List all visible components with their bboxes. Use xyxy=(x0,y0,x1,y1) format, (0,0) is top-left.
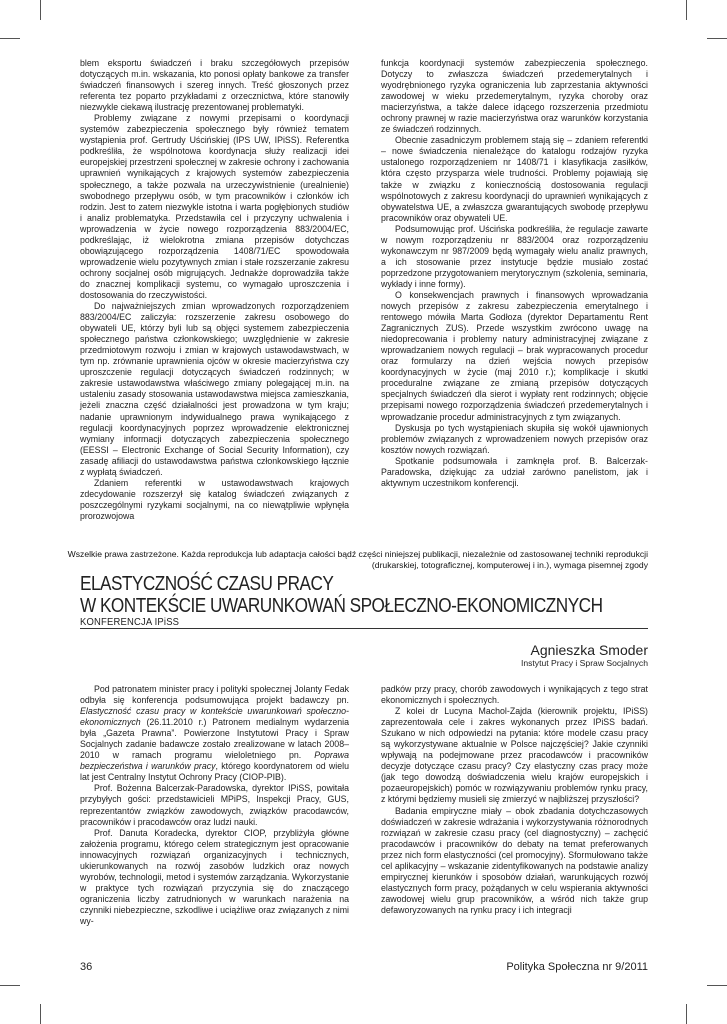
crop-mark xyxy=(0,38,20,39)
text-run: , którego koordynatorem od wielu lat jest Centralny Instytut Ochrony Pracy (CIOP-PIB). xyxy=(80,761,349,783)
article-title xyxy=(80,573,603,617)
paragraph: blem eksportu świadczeń i braku szczegółowych przepisów dotyczących m.in. wskazania, kto ponosi opłaty bankowe za transfer świadczeń finansowych i szereg innych. Treść głoszonych przez referenta tez poparto przykładami z orzecznictwa, które stanowiły niezwykle ciekawą ilustrację prezentowanej problematyki. xyxy=(80,58,349,113)
crop-mark xyxy=(40,1004,41,1024)
paragraph: Dyskusja po tych wystąpieniach skupiła się wokół ujawnionych problemów związanych z wprowadzeniem nowych przepisów oraz kosztów nowych rozwiązań. xyxy=(381,422,648,455)
paragraph: O konsekwencjach prawnych i finansowych wprowadzania nowych przepisów z zakresu zabezpieczenia emerytalnego i rentowego mówiła Marta Godłoza (dyrektor Departamentu Rent Zagranicznych ZUS). Przede wszystkim zwrócono uwagę na niedoprecowania i problemy natury administracyjnej związane z wprowadzaniem nowych regulacji – brak wypracowanych procedur oraz formularzy na dzień wejścia nowych przepisów koordynacyjnych w życie (maj 2010 r.); komplikacje i skutki proceduralne związane ze zmianą przepisów dotyczących specjalnych świadczeń dla sierot i wypłaty rent rodzinnych; objęcie przepisami nowego rozporządzenia świadczeń przedemerytalnych i wprowadzanie procedur administracyjnych z tym związanych. xyxy=(381,289,648,422)
paragraph: Spotkanie podsumowała i zamknęła prof. B. Balcerzak-Paradowska, dziękując za udział zarówno panelistom, jak i aktywnym uczestnikom konferencji. xyxy=(381,455,648,488)
article-subtitle: KONFERENCJA IPiSS xyxy=(80,616,180,628)
paragraph: Obecnie zasadniczym problemem stają się – zdaniem referentki – nowe świadczenia nienależące do katalogu rodzajów ryzyka ustalonego rozporządzeniem nr 1408/71 i klasyfikacja zasiłków, która często przysparza wiele trudności. Problemy pojawiają się także w związku z koniecznością dostosowania regulacji wspólnotowych z zakresu koordynacji do uprawnień wynikających z obywatelstwa UE, a zwłaszcza gwarantujących swobodę przepływu pracowników oraz obywateli UE. xyxy=(381,135,648,223)
previous-article-column-left xyxy=(80,58,349,522)
crop-mark xyxy=(686,0,687,20)
paragraph: padków przy pracy, chorób zawodowych i wynikających z tego strat ekonomicznych i społecznych. xyxy=(381,684,648,706)
article-column-left xyxy=(80,684,349,927)
paragraph: Zdaniem referentki w ustawodawstwach krajowych zdecydowanie rozszerzył się katalog świadczeń związanych z poszczególnymi ryzykami socjalnymi, na co niewątpliwie wpłynęła prorozwojowa xyxy=(80,477,349,521)
author-affiliation: Instytut Pracy i Spraw Socjalnych xyxy=(520,658,648,668)
paragraph xyxy=(80,684,349,783)
project-title: Elastyczność czasu pracy w kontekście uwarunkowań społeczno-ekonomicznych xyxy=(80,706,349,728)
paragraph: funkcja koordynacji systemów zabezpieczenia społecznego. Dotyczy to zwłaszcza świadczeń przedemerytalnych i wyodrębnionego ryzyka ograniczenia lub zaprzestania aktywności zawodowej w wieku przedemerytalnym, ryzyka choroby oraz macierzyństwa, a także dalece idącego rozszerzenia przedmiotu ochrony prawnej w razie macierzyństwa oraz warunków korzystania ze świadczeń rodzinnych. xyxy=(381,58,648,135)
paragraph: Z kolei dr Lucyna Machol-Zajda (kierownik projektu, IPiSS) zaprezentowała cele i zakres wykonanych przez IPiSS badań. Szukano w nich odpowiedzi na pytania: które modele czasu pracy są wykorzystywane aktualnie w Polsce najczęściej? Jakie czynniki wpływają na podejmowane przez pracodawców i pracowników decyzje dotyczące czasu pracy? Czy elastyczny czas pracy może (jak tego dowodzą doświadczenia wielu krajów europejskich i pozaeuropejskich) pomóc w rozwiązywaniu problemów rynku pracy, z którymi będziemy musieli się zmierzyć w najbliższej przyszłości? xyxy=(381,706,648,805)
author-name: Agnieszka Smoder xyxy=(530,642,648,658)
text-run: (26.11.2010 r.) Patronem medialnym wydarzenia była „Gazeta Prawna”. Powierzone Instytutowi Pracy i Spraw Socjalnych zadanie badawcze zostało zrealizowane w latach 2008–2010 w ramach programu wieloletniego pn. xyxy=(80,717,349,761)
title-divider xyxy=(80,628,648,629)
text-run: Pod patronatem minister pracy i polityki społecznej Jolanty Fedak odbyła się konferencja podsumowująca projekt badawczy pn. xyxy=(80,684,349,706)
previous-article-column-right xyxy=(381,58,648,489)
paragraph: Prof. Danuta Koradecka, dyrektor CIOP, przybliżyła główne założenia programu, którego celem strategicznym jest opracowanie innowacyjnych rozwiązań organizacyjnych i technicznych, ukierunkowanych na rozwój zasobów ludzkich oraz nowych wyrobów, technologii, metod i systemów zarządzania. Wykorzystanie w praktyce tych rozwiązań przyczynia się do znaczącego ograniczenia liczby zatrudnionych w warunkach narażenia na czynniki niebezpieczne, szkodliwe i uciążliwe oraz związanych z nimi wy- xyxy=(80,827,349,926)
article-title-line-2: W KONTEKŚCIE UWARUNKOWAŃ SPOŁECZNO-EKONOMICZNYCH xyxy=(80,595,603,617)
article-column-right xyxy=(381,684,648,916)
paragraph: Prof. Bożenna Balcerzak-Paradowska, dyrektor IPiSS, powitała przybyłych gości: przedstawicieli MPiPS, Inspekcji Pracy, GUS, reprezentantów związków zawodowych, związków pracodawców, pracowników i pracodawców oraz ludzi nauki. xyxy=(80,783,349,827)
paragraph: Do najważniejszych zmian wprowadzonych rozporządzeniem 883/2004/EC zaliczyła: rozszerzenie zakresu osobowego do obywateli UE, którzy byli lub są objęci systemem zabezpieczenia społecznego państwa członkowskiego; uwzględnienie w zakresie przedmiotowym rozwoju i zmian w krajowych ustawodawstwach, w tym np. zrównanie uprawnienia ojców w okresie macierzyństwa czy uproszczenie regulacji dotyczących świadczeń rodzinnych; w zakresie ustawodawstwa właściwego zmiany polegającej m.in. na ustaleniu zasady stosowania ustawodawstwa miejsca zamieszkania, jeżeli znaczna część działalności jest prowadzona w tym kraju; nadanie uprawnionym indywidualnego prawa wynikającego z regulacji koordynacyjnych poprzez wprowadzenie elektronicznej wymiany informacji dotyczących zabezpieczenia społecznego (EESSI – Electronic Exchange of Social Security Information), czy zasadę afiliacji do ustawodawstwa państwa członkowskiego łącznie z wypłatą świadczeń. xyxy=(80,301,349,477)
journal-name: Polityka Społeczna nr 9/2011 xyxy=(506,961,648,973)
crop-mark xyxy=(707,38,727,39)
paragraph: Problemy związane z nowymi przepisami o koordynacji systemów zabezpieczenia społecznego były również tematem wystąpienia prof. Gertrudy Uścińskiej (IPS UW, IPiSS). Referentka podkreśliła, że wspólnotowa koordynacja służy realizacji idei europejskiej przestrzeni społecznej w zakresie ochrony i zachowania uprawnień wynikających z krajowych systemów zabezpieczenia społecznego, a także pozwala na urzeczywistnienie (urealnienie) swobodnego przepływu osób, w tym pracowników i członków ich rodzin. Jest to zatem niezwykle istotna i warta pogłębionych studiów i analiz problematyka. Przedstawiła cel i przyczyny uchwalenia i wprowadzenia w życie nowego rozporządzenia 883/2004/EC, podkreślając, iż wielokrotna zmiana przepisów dotychczas obowiązującego rozporządzenia 1408/71/EC spowodowała wprowadzenie wielu pozytywnych zmian i stałe rozszerzanie zakresu ochrony socjalnej osób migrujących. Jednakże doprowadziła także do znacznej komplikacji systemu, co wymagało uproszczenia i dostosowania do rzeczywistości. xyxy=(80,113,349,300)
article-title-line-1: ELASTYCZNOŚĆ CZASU PRACY xyxy=(80,573,334,595)
paragraph: Podsumowując prof. Uścińska podkreśliła, że regulacje zawarte w nowym rozporządzeniu nr 883/2004 oraz rozporządzeniu wykonawczym nr 987/2009 będą wymagały wielu analiz prawnych, a ich stosowanie przez instytucje będzie musiało zostać poprzedzone przygotowaniem merytorycznym (szkolenia, seminaria, wykłady i inne formy). xyxy=(381,223,648,289)
crop-mark xyxy=(686,1004,687,1024)
program-title: Poprawa bezpieczeństwa i warunków pracy xyxy=(80,750,349,772)
crop-mark xyxy=(707,985,727,986)
paragraph: Badania empiryczne miały – obok zbadania dotychczasowych doświadczeń w zakresie wdrażania i wykorzystywania różnorodnych rozwiązań w zakresie czasu pracy (cel diagnostyczny) – zachęcić pracodawców i pracowników do debaty na temat preferowanych przez nich form elastyczności (cel promocyjny). Sformułowano także cel aplikacyjny – wskazanie zidentyfikowanych na podstawie analizy empirycznej kierunków i sposobów działań, warunkujących rozwój elastycznych form pracy, pożądanych w celu wspierania aktywności zawodowej wielu grup pracowników, a wśród nich także grup defaworyzowanych na rynku pracy i ich integracji xyxy=(381,805,648,915)
copyright-notice: Wszelkie prawa zastrzeżone. Każda reprodukcja lub adaptacja całości bądź części niniejszej publikacji, niezależnie od zastosowanej techniki reprodukcji (drukarskiej, totograficznej, komputerowej i in.), wymaga pisemnej zgody xyxy=(67,549,648,570)
page-number: 36 xyxy=(80,961,93,973)
crop-mark xyxy=(40,0,41,20)
crop-mark xyxy=(0,985,20,986)
